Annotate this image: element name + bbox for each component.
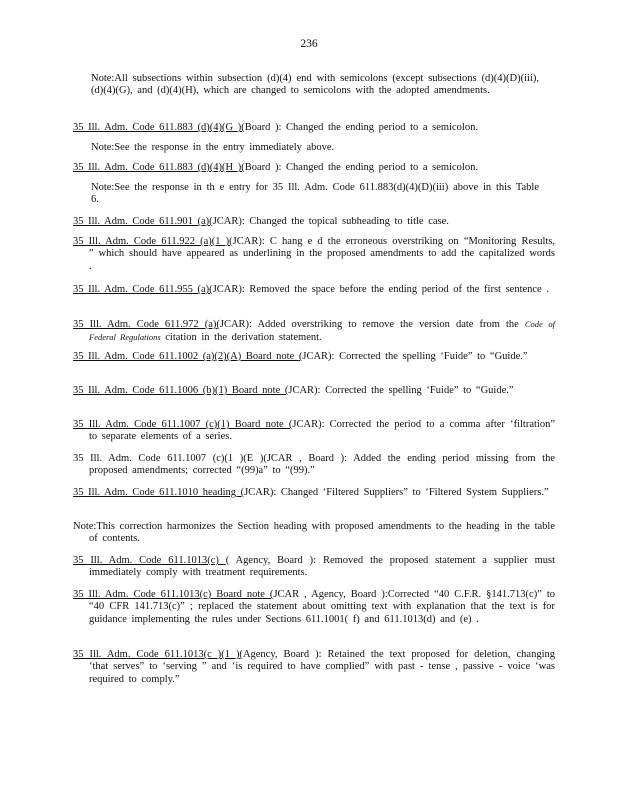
entry-text: JCAR): Corrected the spelling ‘Fuide” to “Guide.” <box>288 385 514 396</box>
correction-entry <box>73 589 555 626</box>
entry-text: Board ): Changed the ending period to a semicolon. <box>244 162 478 173</box>
correction-entry <box>73 419 555 444</box>
citation-reference: 35 Ill. Adm. Code 611.922 (a)(1 )( <box>73 236 233 247</box>
correction-entry <box>73 162 555 174</box>
citation-reference: 35 Ill. Adm. Code 611.1006 (b)(1) Board note ( <box>73 385 289 396</box>
entry-text: JCAR): C hang e d the erroneous overstriking on “Monitoring Results, ” which should have appeared as underlining in the proposed amendments to add the capitalized words . <box>89 236 555 272</box>
correction-entry <box>73 351 555 363</box>
correction-entry <box>73 385 555 397</box>
note-paragraph <box>73 521 555 546</box>
correction-entry <box>73 216 555 228</box>
entry-text: JCAR): Added overstriking to remove the version date from the <box>219 319 519 330</box>
entry-text: JCAR): Changed ‘Filtered Suppliers” to ‘Filtered System Suppliers.” <box>244 487 549 498</box>
correction-entry <box>73 318 555 345</box>
citation-reference: 35 Ill. Adm. Code 611.1013(c) <box>73 555 226 566</box>
citation-reference: 35 Ill. Adm. Code 611.1013(c )(1 )( <box>73 649 243 660</box>
entry-text: Note:See the response in th e entry for 35 Ill. Adm. Code 611.883(d)(4)(D)(iii) above in this Table 6. <box>91 182 539 206</box>
citation-reference: 35 Ill. Adm. Code 611.1007 (c)(1) Board note ( <box>73 419 293 430</box>
correction-entry <box>73 487 555 499</box>
citation-reference: 35 Ill. Adm. Code 611.1013(c) Board note ( <box>73 589 274 600</box>
note-paragraph <box>91 142 539 154</box>
citation-reference: 35 Ill. Adm. Code 611.901 (a)( <box>73 216 213 227</box>
entry-text: Note:All subsections within subsection (d)(4) end with semicolons (except subsections (d)(4)(D)(iii), (d)(4)(G), and (d)(4)(H), which are changed to semicolons with the adopted amendments. <box>91 73 539 97</box>
citation-reference: 35 Ill. Adm. Code 611.883 (d)(4)(H )( <box>73 162 245 173</box>
note-paragraph <box>91 182 539 207</box>
citation-reference: 35 Ill. Adm. Code 611.1002 (a)(2)(A) Board note ( <box>73 351 303 362</box>
note-paragraph <box>91 73 539 98</box>
page-number: 236 <box>300 38 318 50</box>
entry-text: JCAR , Agency, Board ):Corrected “40 C.F.R. §141.713(c)” to “40 CFR 141.713(c)” ; replaced the statement about omitting text with explanation that the text is for guidance implementing the rules under Sections 611.1001( f) and 611.1013(d) and (e) . <box>89 589 555 625</box>
correction-entry <box>73 236 555 273</box>
cfr-title-italic: Code of Federal Regulations <box>89 319 555 343</box>
entry-text: Note:See the response in the entry immediately above. <box>91 142 335 153</box>
correction-entry <box>73 284 555 296</box>
citation-reference: 35 Ill. Adm. Code 611.972 (a)( <box>73 319 220 330</box>
entry-text: JCAR , Board ): Added the ending period missing from the proposed amendments; corrected “(99)a” to “(99).” <box>89 453 555 477</box>
correction-entry <box>73 649 555 686</box>
entry-text: Note:This correction harmonizes the Section heading with proposed amendments to the heading in the table of contents. <box>73 521 555 545</box>
citation-reference: 35 Ill. Adm. Code 611.1007 (c)(1 )(E )( <box>73 453 267 464</box>
entry-text: ( Agency, Board ): Removed the proposed statement a supplier must immediately comply with treatment requirements. <box>89 555 556 579</box>
correction-entry <box>73 453 555 478</box>
citation-reference: 35 Ill. Adm. Code 611.883 (d)(4)(G )( <box>73 122 245 133</box>
citation-reference: 35 Ill. Adm. Code 611.1010 heading ( <box>73 487 245 498</box>
correction-entry <box>73 555 555 580</box>
correction-entry <box>73 122 555 134</box>
entry-text: JCAR): Removed the space before the ending period of the first sentence . <box>212 284 549 295</box>
entry-text: JCAR): Changed the topical subheading to title case. <box>212 216 449 227</box>
entry-text: JCAR): Corrected the spelling ‘Fuide” to “Guide.” <box>302 351 528 362</box>
entry-text: Board ): Changed the ending period to a semicolon. <box>244 122 478 133</box>
entry-text-continued: citation in the derivation statement. <box>160 332 322 344</box>
citation-reference: 35 Ill. Adm. Code 611.955 (a)( <box>73 284 213 295</box>
entry-text: Agency, Board ): Retained the text proposed for deletion, changing ‘that serves” to ‘serving ” and ‘is required to have complied” with past - tense , passive - voice ‘was required to comply.” <box>89 649 556 685</box>
entry-text: JCAR): Corrected the period to a comma after ‘filtration” to separate elements of a series. <box>89 419 555 443</box>
